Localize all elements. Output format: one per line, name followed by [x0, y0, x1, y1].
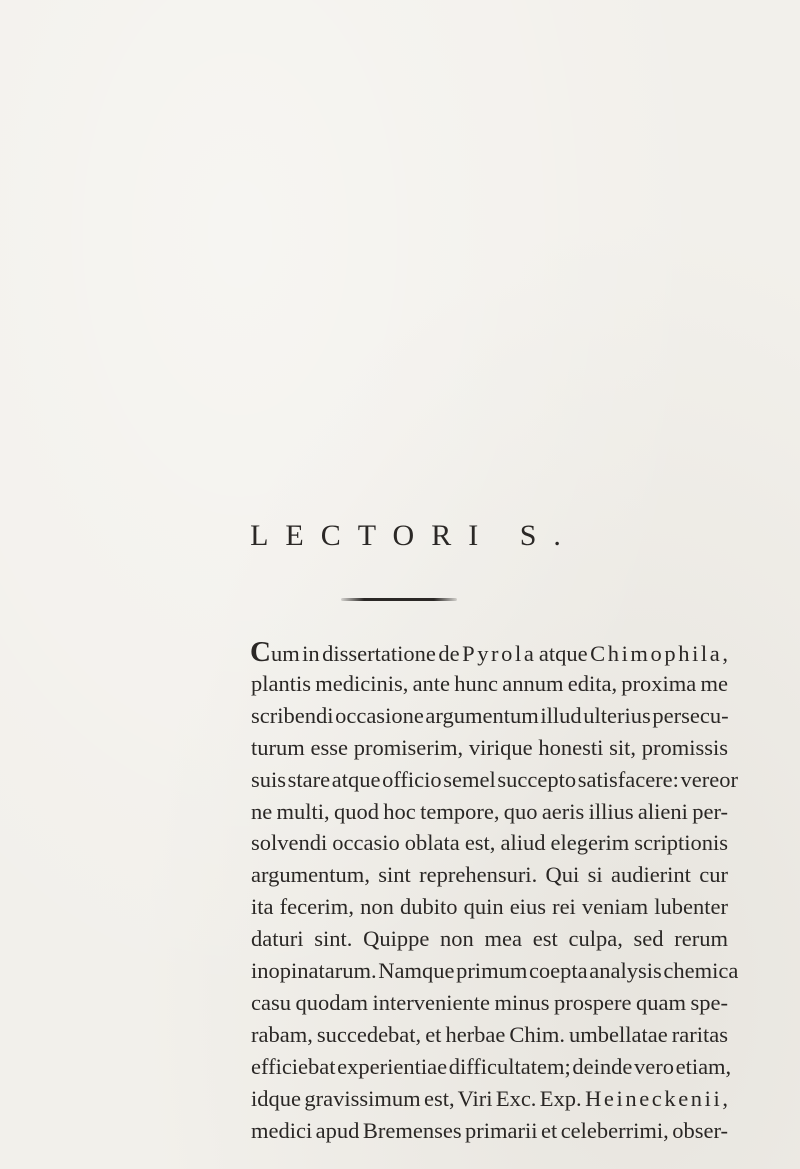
text-line	[251, 1084, 728, 1114]
text-segment: scribendi occasione argumentum illud ulterius persecu-	[251, 702, 729, 728]
text-segment: daturi sint. Quippe non mea est culpa, sed rerum	[251, 926, 728, 952]
text-line	[251, 956, 738, 986]
text-segment: suis stare atque officio semel succepto satisfacere: vereor	[251, 766, 738, 792]
text-line	[250, 637, 728, 669]
text-segment: ita fecerim, non dubito quin eius rei veniam lubenter	[251, 894, 728, 920]
page-heading: LECTORI S.	[250, 519, 578, 552]
text-segment: Heineckenii	[585, 1085, 723, 1111]
text-segment: Chimophila	[590, 641, 723, 666]
text-line	[251, 892, 728, 922]
text-segment: ,	[722, 1085, 728, 1111]
text-line	[251, 1116, 728, 1146]
text-segment: Pyrola	[462, 641, 537, 666]
heading-rule	[341, 598, 457, 601]
text-segment: plantis medicinis, ante hunc annum edita, proxima me	[251, 670, 728, 696]
text-segment: turum esse promiserim, virique honesti sit, promissis	[251, 734, 728, 760]
text-segment: atque	[536, 641, 591, 666]
text-line	[251, 701, 729, 731]
text-segment: ,	[722, 641, 728, 666]
text-segment: casu quodam interveniente minus prospere quam spe-	[251, 989, 728, 1015]
text-line	[251, 765, 738, 795]
text-segment: um in dissertatione de	[270, 641, 463, 666]
text-segment: rabam, succedebat, et herbae Chim. umbellatae raritas	[251, 1021, 728, 1047]
text-line	[251, 733, 728, 763]
text-line	[251, 1020, 728, 1050]
text-segment: inopinatarum. Namque primum coepta analysis chemica	[251, 958, 739, 983]
text-line	[251, 669, 728, 699]
text-line	[251, 924, 728, 954]
text-segment: efficiebat experientiae difficultatem; deinde vero etiam,	[251, 1053, 732, 1079]
drop-cap: C	[250, 636, 271, 668]
text-line	[251, 988, 728, 1018]
text-line	[251, 797, 728, 827]
text-segment: medici apud Bremenses primarii et celeberrimi, obser-	[251, 1117, 728, 1143]
text-segment: idque gravissimum est, Viri Exc. Exp.	[251, 1085, 586, 1111]
text-segment: ne multi, quod hoc tempore, quo aeris illius alieni per-	[251, 798, 728, 824]
text-segment: argumentum, sint reprehensuri. Qui si audierint cur	[251, 862, 728, 888]
text-line	[251, 860, 728, 890]
text-line	[251, 828, 728, 858]
text-line	[251, 1052, 731, 1082]
text-segment: solvendi occasio oblata est, aliud elegerim scriptionis	[251, 830, 728, 856]
